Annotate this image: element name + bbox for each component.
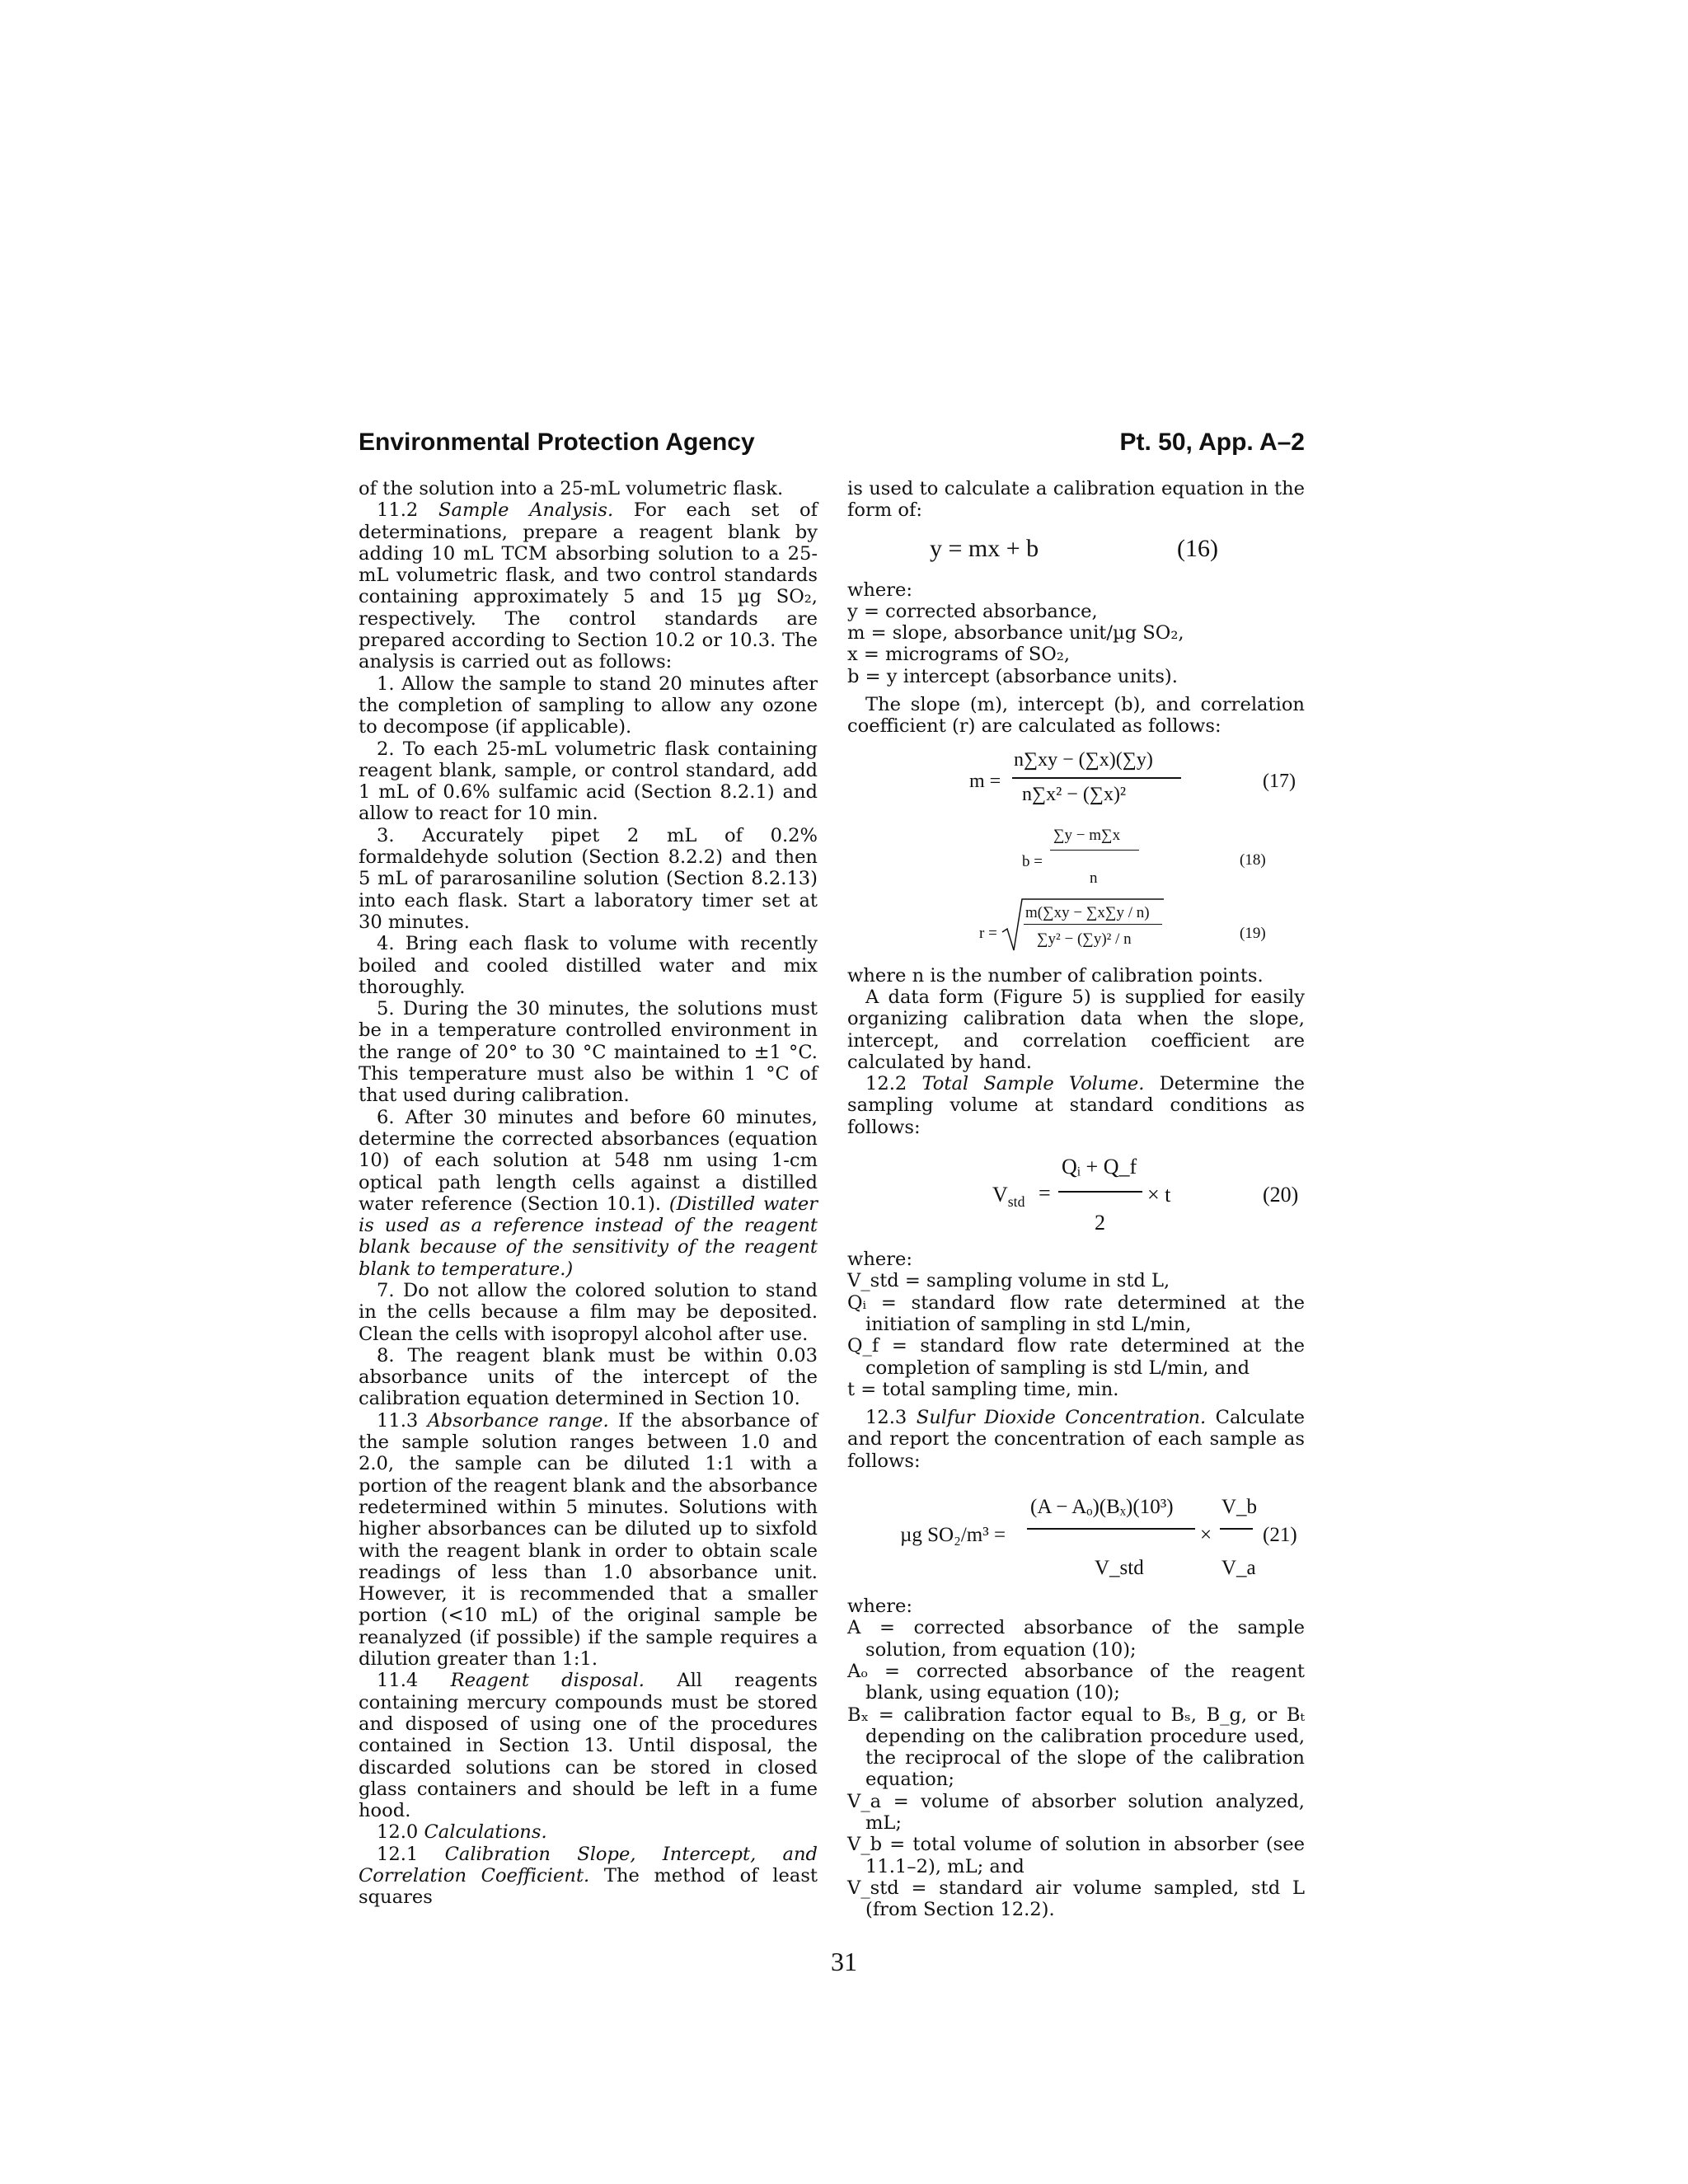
definition-bx: Bₓ = calibration factor equal to Bₛ, B_g, or Bₜ depending on the calibration procedure used, the reciprocal of the slope of the calibration equation; xyxy=(847,1704,1305,1791)
where-label: where: xyxy=(847,1596,913,1618)
step-8: 8. The reagent blank must be within 0.03 absorbance units of the intercept of the calibration equation determined in Section 10. xyxy=(359,1344,818,1410)
section-title: Reagent disposal. xyxy=(450,1670,645,1692)
equation-denominator: n∑x² − (∑x)² xyxy=(1022,783,1127,805)
paragraph: of the solution into a 25-mL volumetric flask. xyxy=(359,478,784,499)
equation-equals: = xyxy=(1039,1181,1051,1206)
section-11-3 xyxy=(359,1410,818,1671)
equation-tail: × t xyxy=(1147,1183,1171,1207)
section-number: 12.3 xyxy=(865,1407,907,1429)
equation-fraction-numerator: V_b xyxy=(1221,1496,1258,1519)
equation-lhs: µg SO₂/m³ = xyxy=(900,1524,1006,1547)
definition-b: b = y intercept (absorbance units). xyxy=(847,665,1178,687)
left-column xyxy=(359,478,818,1909)
equation-number: (20) xyxy=(1263,1183,1299,1207)
equation-18 xyxy=(847,817,1305,896)
equation-denominator: n xyxy=(1090,869,1098,887)
step-2: 2. To each 25-mL volumetric flask containing reagent blank, sample, or control standard, add 1 mL of 0.6% sulfamic acid (Section 8.2.1) and allow to react for 10 min. xyxy=(359,738,818,825)
section-number: 12.2 xyxy=(865,1073,907,1095)
paragraph: is used to calculate a calibration equation in the form of: xyxy=(847,478,1305,522)
equation-fraction-denominator: V_a xyxy=(1221,1557,1256,1580)
section-text: Calculate and report the concentration of each sample as follows: xyxy=(847,1407,1305,1472)
definition-vb: V_b = total volume of solution in absorber (see 11.1–2), mL; and xyxy=(847,1834,1305,1877)
step-1: 1. Allow the sample to stand 20 minutes after the completion of sampling to allow any ozone to decompose (if applicable). xyxy=(359,673,818,738)
equation-number: (21) xyxy=(1263,1524,1297,1547)
section-11-4 xyxy=(359,1670,818,1821)
step-6 xyxy=(359,1107,818,1280)
equation-lhs: m = xyxy=(969,770,1001,792)
step-6-note: (Distilled water is used as a reference instead of the reagent blank because of the sensitivity of the reagent blank to temperature.) xyxy=(359,1193,818,1280)
section-number: 11.2 xyxy=(377,499,419,522)
equation-denominator: 2 xyxy=(1095,1211,1105,1235)
step-7: 7. Do not allow the colored solution to stand in the cells because a film may be deposited. Clean the cells with isopropyl alcohol after use. xyxy=(359,1279,818,1345)
definition-m: m = slope, absorbance unit/µg SO₂, xyxy=(847,622,1184,644)
section-title: Sample Analysis. xyxy=(438,499,614,522)
where-label: where: xyxy=(847,1249,913,1271)
section-number: 12.1 xyxy=(377,1843,419,1865)
page-number: 31 xyxy=(831,1947,857,1976)
step-3: 3. Accurately pipet 2 mL of 0.2% formaldehyde solution (Section 8.2.2) and then 5 mL of pararosaniline solution (Section 8.2.13) into each flask. Start a laboratory timer set at 30 minutes. xyxy=(359,824,818,933)
equation-16 xyxy=(847,522,1305,579)
section-text: If the absorbance of the sample solution ranges between 1.0 and 2.0, the sample can be diluted 1:1 with a portion of the reagent blank and the absorbance redetermined within 5 minutes. Solutions with higher absorbances can be diluted up to sixfold with the reagent blank in order to obtain scale readings of less than 1.0 absorbance unit. However, it is recommended that a smaller portion (<10 mL) of the original sample be reanalyzed (if possible) if the sample requires a dilution greater than 1:1. xyxy=(359,1409,818,1671)
paragraph: where n is the number of calibration points. xyxy=(847,964,1264,987)
definition-vstd: V_std = sampling volume in std L, xyxy=(847,1270,1170,1292)
definition-y: y = corrected absorbance, xyxy=(847,600,1098,622)
equation-19 xyxy=(847,896,1305,965)
definition-t: t = total sampling time, min. xyxy=(847,1378,1119,1400)
equation-denominator: V_std xyxy=(1095,1557,1144,1580)
equation-lhs: V xyxy=(992,1183,1008,1207)
section-12-3 xyxy=(847,1407,1305,1472)
equation-number: (18) xyxy=(1240,851,1266,869)
definition-qi: Qᵢ = standard flow rate determined at the initiation of sampling in std L/min, xyxy=(847,1291,1305,1335)
equation-expression: y = mx + b xyxy=(930,534,1039,562)
section-title: Total Sample Volume. xyxy=(921,1073,1145,1095)
definition-qf: Q_f = standard flow rate determined at the completion of sampling is std L/min, and xyxy=(847,1335,1305,1379)
paragraph: A data form (Figure 5) is supplied for easily organizing calibration data when the slope, intercept, and correlation coefficient are calculated by hand. xyxy=(847,986,1305,1073)
step-5: 5. During the 30 minutes, the solutions must be in a temperature controlled environment in the range of 20° to 30 °C maintained to ±1 °C. This temperature must also be within 1 °C of that used during calibration. xyxy=(359,998,818,1107)
equation-numerator: ∑y − m∑x xyxy=(1053,826,1121,844)
definition-va: V_a = volume of absorber solution analyzed, mL; xyxy=(847,1790,1305,1834)
section-12-2 xyxy=(847,1073,1305,1138)
section-12-0 xyxy=(359,1821,818,1843)
equation-lhs-subscript: std xyxy=(1007,1193,1025,1211)
section-11-2 xyxy=(359,499,818,673)
equation-number: (19) xyxy=(1240,924,1266,942)
part-reference: Pt. 50, App. A–2 xyxy=(1119,429,1305,456)
definition-vstd-air: V_std = standard air volume sampled, std L (from Section 12.2). xyxy=(847,1877,1305,1921)
equation-numerator: m(∑xy − ∑x∑y / n) xyxy=(1025,903,1150,921)
section-title: Absorbance range. xyxy=(427,1409,609,1432)
section-number: 11.4 xyxy=(377,1670,419,1692)
section-12-1 xyxy=(359,1844,818,1909)
equation-denominator: ∑y² − (∑y)² / n xyxy=(1037,930,1132,948)
section-number: 11.3 xyxy=(377,1409,419,1432)
equation-17 xyxy=(847,743,1305,817)
equation-21 xyxy=(847,1485,1305,1596)
equation-number: (16) xyxy=(1177,534,1218,562)
equation-20 xyxy=(847,1150,1305,1249)
section-text: All reagents containing mercury compounds must be stored and disposed of using one of the procedures contained in Section 13. Until disposal, the discarded solutions can be stored in closed glass containers and should be left in a fume hood. xyxy=(359,1670,818,1822)
section-title: Sulfur Dioxide Concentration. xyxy=(916,1407,1207,1429)
right-column xyxy=(847,478,1305,1920)
equation-lhs: r = xyxy=(979,924,997,942)
where-label: where: xyxy=(847,579,913,601)
definition-ao: Aₒ = corrected absorbance of the reagent blank, using equation (10); xyxy=(847,1660,1305,1704)
equation-numerator: n∑xy − (∑x)(∑y) xyxy=(1014,748,1153,771)
equation-number: (17) xyxy=(1263,770,1296,792)
running-header xyxy=(359,429,1305,462)
section-title: Calculations. xyxy=(424,1821,547,1844)
section-title: Calibration Slope, Intercept, and Correlation Coefficient. xyxy=(359,1843,818,1886)
step-6-text: 6. After 30 minutes and before 60 minutes, determine the corrected absorbances (equation 10) of each solution at 548 nm using 1-cm optical path length cells against a distilled water reference (Section 10.1). xyxy=(359,1106,818,1215)
equation-numerator: Qᵢ + Q_f xyxy=(1062,1155,1137,1179)
section-number: 12.0 xyxy=(377,1821,419,1844)
equation-lhs: b = xyxy=(1022,852,1043,870)
definition-a: A = corrected absorbance of the sample solution, from equation (10); xyxy=(847,1617,1305,1661)
step-4: 4. Bring each flask to volume with recently boiled and cooled distilled water and mix thoroughly. xyxy=(359,933,818,998)
section-text: For each set of determinations, prepare a reagent blank by adding 10 mL TCM absorbing solution to a 25-mL volumetric flask, and two control standards containing approximately 5 and 15 µg SO₂, respectively. The control standards are prepared according to Section 10.2 or 10.3. The analysis is carried out as follows: xyxy=(359,499,818,673)
paragraph: The slope (m), intercept (b), and correlation coefficient (r) are calculated as follows: xyxy=(847,694,1305,738)
section-text: The method of least squares xyxy=(359,1865,818,1909)
agency-name: Environmental Protection Agency xyxy=(359,429,755,456)
definition-x: x = micrograms of SO₂, xyxy=(847,644,1071,666)
equation-numerator: (A − Aₒ)(Bₓ)(10³) xyxy=(1030,1496,1174,1519)
section-text: Determine the sampling volume at standard conditions as follows: xyxy=(847,1073,1306,1138)
equation-times: × xyxy=(1200,1524,1212,1547)
